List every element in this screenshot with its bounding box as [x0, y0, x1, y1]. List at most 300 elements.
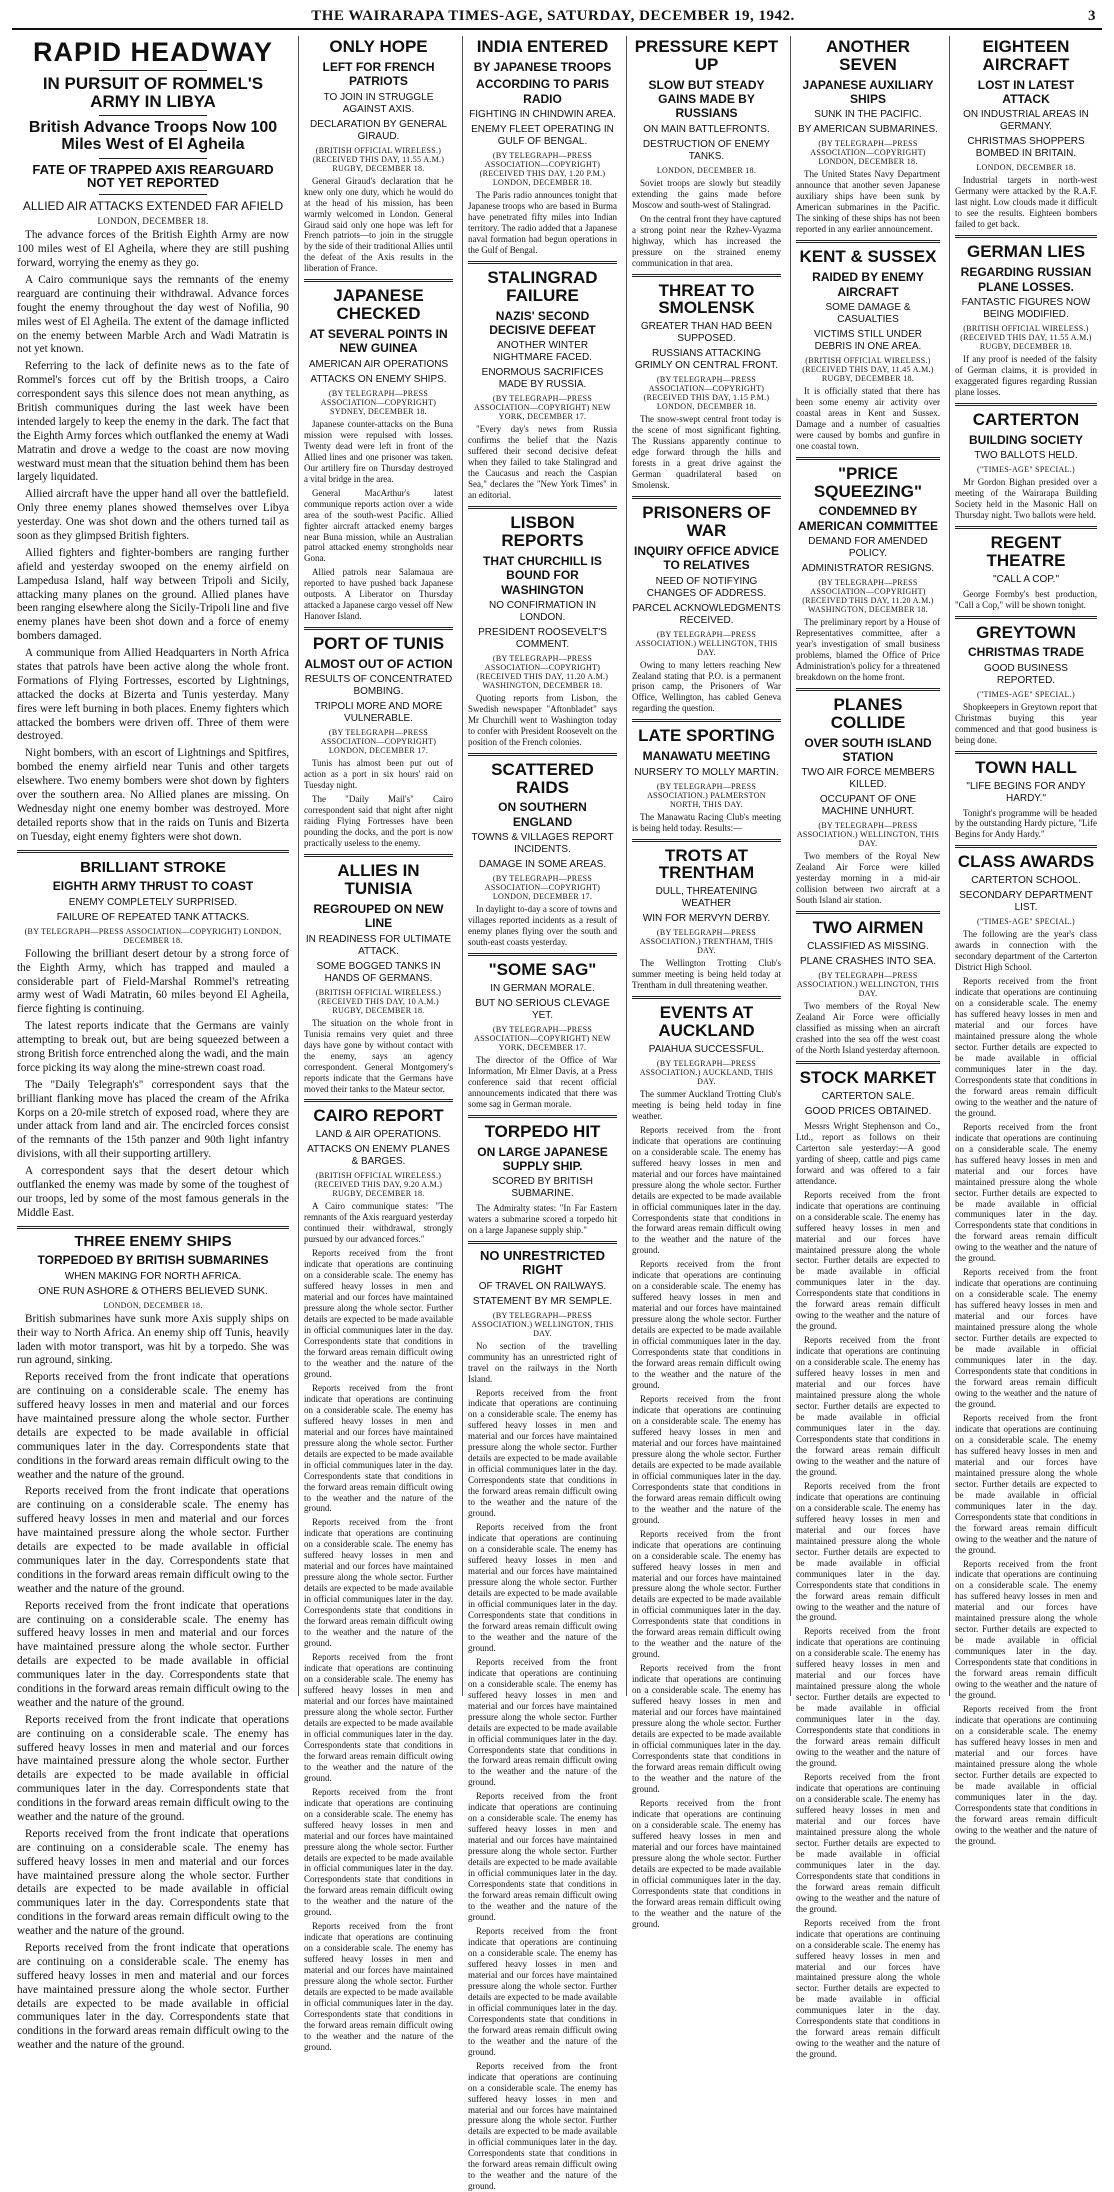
paragraph: A Cairo communique states: "The remnants of the Axis rearguard yesterday continued their withdrawal, strongly pursued by our advanced forces." — [304, 1201, 453, 1245]
story-eighteen-aircraft — [955, 38, 1097, 230]
story-india-entered — [468, 38, 617, 256]
paragraph: The summer Auckland Trotting Club's meeting is being held today in fine weather. — [632, 1089, 781, 1122]
filler-text — [955, 976, 1097, 1847]
paragraph: Reports received from the front indicate that operations are continuing on a considerable scale. The enemy has suffered heavy losses in men and material and our forces have maintained pressure along the whole sector. Further details are expected to be made available in official communiques later in the day. Correspondents state that conditions in the forward areas remain difficult owing to the weather and the nature of the ground. — [796, 1918, 940, 2061]
subheadline: ACCORDING TO PARIS RADIO — [468, 77, 617, 106]
dateline: (BY TELEGRAPH—PRESS ASSOCIATION—COPYRIGHT) NEW YORK, DECEMBER 17. — [468, 394, 617, 421]
headline: CAIRO REPORT — [304, 1107, 453, 1125]
dateline: ("TIMES-AGE" SPECIAL.) — [955, 690, 1097, 699]
story-body — [468, 1341, 617, 1385]
paragraph: Reports received from the front indicate that operations are continuing on a considerable scale. The enemy has suffered heavy losses in men and material and our forces have maintained pressure along the whole sector. Further details are expected to be made available in official communiques later in the day. Correspondents state that conditions in the forward areas remain difficult owing to the weather and the nature of the ground. — [304, 1787, 453, 1919]
story-body — [468, 1203, 617, 1236]
deck: GOOD PRICES OBTAINED. — [796, 1106, 940, 1118]
story-body — [17, 229, 289, 844]
story-body — [468, 1055, 617, 1110]
deck: OCCUPANT OF ONE MACHINE UNHURT. — [796, 794, 940, 818]
story-body — [955, 808, 1097, 841]
deck: ANOTHER WINTER NIGHTMARE FACED. — [468, 340, 617, 364]
story-two-airmen — [796, 919, 940, 1056]
deck: ADMINISTRATOR RESIGNS. — [796, 563, 940, 575]
story-no-unrestricted-right — [468, 1249, 617, 2192]
headline: STOCK MARKET — [796, 1069, 940, 1087]
deck: ALLIED AIR ATTACKS EXTENDED FAR AFIELD — [17, 199, 289, 213]
headline: BRILLIANT STROKE — [17, 860, 289, 876]
story-body — [955, 477, 1097, 521]
paragraph: Two members of the Royal New Zealand Air Force were officially classified as missing when an aircraft crashed into the sea off the west coast of the North Island yesterday afternoon. — [796, 1001, 940, 1056]
dateline: LONDON, DECEMBER 18. — [17, 1301, 289, 1310]
story-town-hall — [955, 759, 1097, 841]
deck: WHEN MAKING FOR NORTH AFRICA. — [17, 1271, 289, 1283]
story-allies-in-tunisia — [304, 862, 453, 1094]
paragraph: If any proof is needed of the falsity of German claims, it is provided in exaggerated figures regarding Russian plane losses. — [955, 354, 1097, 398]
headline: TROTS AT TRENTHAM — [632, 847, 781, 883]
paragraph: General Giraud's declaration that he knew only one duty, which he would do at the head of his mission, has been warmly welcomed in London. General Giraud said only one hope was left for French patriots—to join in the struggle by the side of their traditional Allies until the defeat of the Axis results in the liberation of France. — [304, 176, 453, 275]
paragraph: Reports received from the front indicate that operations are continuing on a considerable scale. The enemy has suffered heavy losses in men and material and our forces have maintained pressure along the whole sector. Further details are expected to be made available in official communiques later in the day. Correspondents state that conditions in the forward areas remain difficult owing to the weather and the nature of the ground. — [632, 1394, 781, 1526]
deck: TOWNS & VILLAGES REPORT INCIDENTS. — [468, 832, 617, 856]
paragraph: Reports received from the front indicate that operations are continuing on a considerable scale. The enemy has suffered heavy losses in men and material and our forces have maintained pressure along the whole sector. Further details are expected to be made available in official communiques later in the day. Correspondents state that conditions in the forward areas remain difficult owing to the weather and the nature of the ground. — [17, 1371, 289, 1482]
headline: ANOTHER SEVEN — [796, 38, 940, 74]
story-body — [304, 758, 453, 849]
dateline: (BY TELEGRAPH—PRESS ASSOCIATION—COPYRIGHT) NEW YORK, DECEMBER 17. — [468, 1025, 617, 1052]
story-prisoners-of-war — [632, 504, 781, 714]
headline: ALLIES IN TUNISIA — [304, 862, 453, 898]
story-body — [468, 190, 617, 256]
paragraph: British submarines have sunk more Axis supply ships on their way to North Africa. An enemy ship off Tunis, heavily laden with motor transport, was hit by a torpedo. She was run aground, sinking. — [17, 1313, 289, 1369]
headline: REGENT THEATRE — [955, 534, 1097, 570]
headline: PRESSURE KEPT UP — [632, 38, 781, 74]
deck: "LIFE BEGINS FOR ANDY HARDY." — [955, 781, 1097, 805]
deck: ONE RUN ASHORE & OTHERS BELIEVED SUNK. — [17, 1286, 289, 1298]
story-german-lies — [955, 243, 1097, 398]
deck: BUT NO SERIOUS CLEVAGE YET. — [468, 998, 617, 1022]
subheadline: ALMOST OUT OF ACTION — [304, 657, 453, 671]
dateline: (BY TELEGRAPH—PRESS ASSOCIATION.) PALMERSTON NORTH, THIS DAY. — [632, 782, 781, 809]
subheadline: LEFT FOR FRENCH PATRIOTS — [304, 60, 453, 89]
headline: EIGHTEEN AIRCRAFT — [955, 38, 1097, 74]
paragraph: The following are the year's class awards in connection with the secondary department of the Carterton District High School. — [955, 929, 1097, 973]
page-number: 3 — [1088, 8, 1096, 25]
story-body — [796, 386, 940, 452]
headline: CLASS AWARDS — [955, 853, 1097, 871]
paragraph: The Paris radio announces tonight that Japanese troops who are based in Burma have penetrated fifty miles into Indian territory. The radio added that a Japanese naval formation had begun operations in the Gulf of Bengal. — [468, 190, 617, 256]
deck: OF TRAVEL ON RAILWAYS. — [468, 1281, 617, 1293]
masthead — [12, 8, 1102, 30]
paragraph: The snow-swept central front today is the scene of most significant fighting. The Russians apparently continue to edge forward through the hills and forests in a great drive against the German quadrilateral based on Smolensk. — [632, 414, 781, 491]
story-late-sporting — [632, 727, 781, 833]
story-events-at-auckland — [632, 1004, 781, 1929]
paragraph: The latest reports indicate that the Germans are vainly attempting to break out, but are being squeezed between a strong British force entrenched along the wadi, and the main force picking its way along the mine-strewn coast road. — [17, 1020, 289, 1076]
paragraph: Reports received from the front indicate that operations are continuing on a considerable scale. The enemy has suffered heavy losses in men and material and our forces have maintained pressure along the whole sector. Further details are expected to be made available in official communiques later in the day. Correspondents state that conditions in the forward areas remain difficult owing to the weather and the nature of the ground. — [955, 1704, 1097, 1847]
story-body — [955, 354, 1097, 398]
deck: ENEMY FLEET OPERATING IN GULF OF BENGAL. — [468, 124, 617, 148]
headline: LISBON REPORTS — [468, 514, 617, 550]
deck: FIGHTING IN CHINDWIN AREA. — [468, 109, 617, 121]
paragraph: Reports received from the front indicate that operations are continuing on a considerable scale. The enemy has suffered heavy losses in men and material and our forces have maintained pressure along the whole sector. Further details are expected to be made available in official communiques later in the day. Correspondents state that conditions in the forward areas remain difficult owing to the weather and the nature of the ground. — [796, 1772, 940, 1915]
deck: TWO BALLOTS HELD. — [955, 450, 1097, 462]
story-greytown — [955, 624, 1097, 746]
story-body — [632, 414, 781, 491]
deck: DESTRUCTION OF ENEMY TANKS. — [632, 139, 781, 163]
dateline: (BRITISH OFFICIAL WIRELESS.) (RECEIVED THIS DAY, 11.55 A.M.) RUGBY, DECEMBER 18. — [955, 324, 1097, 351]
headline: TOWN HALL — [955, 759, 1097, 777]
story-torpedo-hit — [468, 1123, 617, 1237]
dateline: (BY TELEGRAPH—PRESS ASSOCIATION—COPYRIGHT) (RECEIVED THIS DAY, 1.15 P.M.) LONDON, DECEMBER 18. — [632, 375, 781, 411]
story-body — [304, 419, 453, 622]
headline: THREAT TO SMOLENSK — [632, 282, 781, 318]
deck: IN GERMAN MORALE. — [468, 983, 617, 995]
headline: THREE ENEMY SHIPS — [17, 1234, 289, 1250]
paragraph: Reports received from the front indicate that operations are continuing on a considerable scale. The enemy has suffered heavy losses in men and material and our forces have maintained pressure along the whole sector. Further details are expected to be made available in official communiques later in the day. Correspondents state that conditions in the forward areas remain difficult owing to the weather and the nature of the ground. — [632, 1529, 781, 1661]
story-body — [796, 169, 940, 235]
story-pressure-kept-up — [632, 38, 781, 269]
filler-text — [632, 1125, 781, 1930]
dateline: (BY TELEGRAPH—PRESS ASSOCIATION—COPYRIGHT) (RECEIVED THIS DAY, 1.20 P.M.) LONDON, DECEMBER 18. — [468, 151, 617, 187]
subheadline: LOST IN LATEST ATTACK — [955, 78, 1097, 107]
story-stalingrad-failure — [468, 269, 617, 501]
headline: JAPANESE CHECKED — [304, 287, 453, 323]
paragraph: Reports received from the front indicate that operations are continuing on a considerable scale. The enemy has suffered heavy losses in men and material and our forces have maintained pressure along the whole sector. Further details are expected to be made available in official communiques later in the day. Correspondents state that conditions in the forward areas remain difficult owing to the weather and the nature of the ground. — [632, 1259, 781, 1391]
headline: SCATTERED RAIDS — [468, 761, 617, 797]
column-4 — [626, 36, 786, 1696]
paragraph: The Wellington Trotting Club's summer meeting is being held today at Trentham in dull threatening weather. — [632, 958, 781, 991]
headline: EVENTS AT AUCKLAND — [632, 1004, 781, 1040]
story-body — [468, 693, 617, 748]
story-body — [955, 589, 1097, 611]
paragraph: Reports received from the front indicate that operations are continuing on a considerable scale. The enemy has suffered heavy losses in men and material and our forces have maintained pressure along the whole sector. Further details are expected to be made available in official communiques later in the day. Correspondents state that conditions in the forward areas remain difficult owing to the weather and the nature of the ground. — [468, 1791, 617, 1923]
deck: SCORED BY BRITISH SUBMARINE. — [468, 1176, 617, 1200]
subheadline: ON LARGE JAPANESE SUPPLY SHIP. — [468, 1145, 617, 1174]
deck: WIN FOR MERVYN DERBY. — [632, 913, 781, 925]
paragraph: Reports received from the front indicate that operations are continuing on a considerable scale. The enemy has suffered heavy losses in men and material and our forces have maintained pressure along the whole sector. Further details are expected to be made available in official communiques later in the day. Correspondents state that conditions in the forward areas remain difficult owing to the weather and the nature of the ground. — [468, 1657, 617, 1789]
story-stock-market — [796, 1069, 940, 2060]
paragraph: Reports received from the front indicate that operations are continuing on a considerable scale. The enemy has suffered heavy losses in men and material and our forces have maintained pressure along the whole sector. Further details are expected to be made available in official communiques later in the day. Correspondents state that conditions in the forward areas remain difficult owing to the weather and the nature of the ground. — [632, 1125, 781, 1257]
paragraph: No section of the travelling community has an unrestricted right of travel on the railways in the North Island. — [468, 1341, 617, 1385]
story-body — [955, 929, 1097, 973]
column-2 — [298, 36, 458, 1696]
deck: ATTACKS ON ENEMY PLANES & BARGES. — [304, 1144, 453, 1168]
paragraph: The preliminary report by a House of Representatives committee, after a year's investigation of small business problems, blamed the Office of Price Administration's policy for a threatened breakdown on the home front. — [796, 617, 940, 683]
story-body — [17, 948, 289, 1221]
paragraph: Referring to the lack of definite news as to the fate of Rommel's forces cut off by the British troops, a Cairo correspondent says this silence does not mean anything, as British communiques during the last week have been intended largely to keep the enemy in the dark. The fact that the Eighth Army forces which outflanked the enemy at Wadi Matratin and drove a wedge to the coast are now moving westward must mean that the situation behind them has been largely liquidated. — [17, 360, 289, 485]
subheadline: REGROUPED ON NEW LINE — [304, 902, 453, 931]
story-planes-collide — [796, 696, 940, 906]
headline: STALINGRAD FAILURE — [468, 269, 617, 305]
story-body — [304, 1201, 453, 1245]
subheadline: BUILDING SOCIETY — [955, 433, 1097, 447]
story-body — [796, 1121, 940, 1187]
deck: PARCEL ACKNOWLEDGMENTS RECEIVED. — [632, 603, 781, 627]
deck: RUSSIANS ATTACKING GRIMLY ON CENTRAL FRONT. — [632, 348, 781, 372]
paragraph: Reports received from the front indicate that operations are continuing on a considerable scale. The enemy has suffered heavy losses in men and material and our forces have maintained pressure along the whole sector. Further details are expected to be made available in official communiques later in the day. Correspondents state that conditions in the forward areas remain difficult owing to the weather and the nature of the ground. — [955, 1413, 1097, 1556]
deck: CARTERTON SALE. — [796, 1091, 940, 1103]
paragraph: Soviet troops are slowly but steadily extending the gains made before Moscow and south-west of Stalingrad. — [632, 178, 781, 211]
headline: PORT OF TUNIS — [304, 635, 453, 653]
subheadline: IN PURSUIT OF ROMMEL'S ARMY IN LIBYA — [17, 75, 289, 111]
paragraph: It is officially stated that there has been some enemy air activity over coastal areas in Kent and Sussex. Damage and a number of casualties were caused by bombs and gunfire in one coastal town. — [796, 386, 940, 452]
deck: TO JOIN IN STRUGGLE AGAINST AXIS. — [304, 92, 453, 116]
paragraph: Reports received from the front indicate that operations are continuing on a considerable scale. The enemy has suffered heavy losses in men and material and our forces have maintained pressure along the whole sector. Further details are expected to be made available in official communiques later in the day. Correspondents state that conditions in the forward areas remain difficult owing to the weather and the nature of the ground. — [304, 1383, 453, 1515]
paragraph: The "Daily Mail's" Cairo correspondent said that night after night raiding Flying Fortresses have been pounding the docks, and the port is now practically useless to the enemy. — [304, 794, 453, 849]
dateline: (BY TELEGRAPH—PRESS ASSOCIATION.) TRENTHAM, THIS DAY. — [632, 928, 781, 955]
story-trots-at-trentham — [632, 847, 781, 992]
column-1 — [12, 36, 294, 1696]
dateline: (BY TELEGRAPH—PRESS ASSOCIATION—COPYRIGHT) LONDON, DECEMBER 18. — [796, 139, 940, 166]
deck: BY AMERICAN SUBMARINES. — [796, 124, 940, 136]
deck: NURSERY TO MOLLY MARTIN. — [632, 767, 781, 779]
story-japanese-checked — [304, 287, 453, 622]
paragraph: A correspondent says that the desert detour which outflanked the enemy was made by some of the toughest of our troops, led by some of the most famous generals in the Middle East. — [17, 1165, 289, 1221]
dateline: LONDON, DECEMBER 18. — [17, 216, 289, 226]
headline: "PRICE SQUEEZING" — [796, 465, 940, 501]
masthead-title: THE WAIRARAPA TIMES-AGE, SATURDAY, DECEMBER 19, 1942. — [18, 8, 1088, 25]
subheadline: BY JAPANESE TROOPS — [468, 60, 617, 74]
paragraph: Reports received from the front indicate that operations are continuing on a considerable scale. The enemy has suffered heavy losses in men and material and our forces have maintained pressure along the whole sector. Further details are expected to be made available in official communiques later in the day. Correspondents state that conditions in the forward areas remain difficult owing to the weather and the nature of the ground. — [955, 1267, 1097, 1410]
paragraph: Reports received from the front indicate that operations are continuing on a considerable scale. The enemy has suffered heavy losses in men and material and our forces have maintained pressure along the whole sector. Further details are expected to be made available in official communiques later in the day. Correspondents state that conditions in the forward areas remain difficult owing to the weather and the nature of the ground. — [17, 1942, 289, 2053]
column-3 — [462, 36, 622, 1696]
deck: SUNK IN THE PACIFIC. — [796, 109, 940, 121]
paragraph: "Every day's news from Russia confirms the belief that the Nazis suffered their second decisive defeat when they failed to take Stalingrad and the Caucasus and reach the Caspian Sea," declares the "New York Times" in an editorial. — [468, 424, 617, 501]
dateline: (BY TELEGRAPH—PRESS ASSOCIATION.) WELLINGTON, THIS DAY. — [632, 630, 781, 657]
dateline: LONDON, DECEMBER 18. — [955, 163, 1097, 172]
deck: LAND & AIR OPERATIONS. — [304, 1129, 453, 1141]
story-port-of-tunis — [304, 635, 453, 849]
story-carterton — [955, 411, 1097, 521]
subheadline: AT SEVERAL POINTS IN NEW GUINEA — [304, 327, 453, 356]
headline: NO UNRESTRICTED RIGHT — [468, 1249, 617, 1276]
story-body — [468, 904, 617, 948]
paragraph: Reports received from the front indicate that operations are continuing on a considerable scale. The enemy has suffered heavy losses in men and material and our forces have maintained pressure along the whole sector. Further details are expected to be made available in official communiques later in the day. Correspondents state that conditions in the forward areas remain difficult owing to the weather and the nature of the ground. — [468, 1388, 617, 1520]
paragraph: Tunis has almost been put out of action as a port in six hours' raid on Tuesday night. — [304, 758, 453, 791]
paragraph: Reports received from the front indicate that operations are continuing on a considerable scale. The enemy has suffered heavy losses in men and material and our forces have maintained pressure along the whole sector. Further details are expected to be made available in official communiques later in the day. Correspondents state that conditions in the forward areas remain difficult owing to the weather and the nature of the ground. — [304, 1652, 453, 1784]
paragraph: Japanese counter-attacks on the Buna mission were repulsed with losses. Twenty dead were left in front of the Allied lines and one prisoner was taken. Our artillery fire on Thursday destroyed a vital bridge in the area. — [304, 419, 453, 485]
deck: GOOD BUSINESS REPORTED. — [955, 663, 1097, 687]
paragraph: Night bombers, with an escort of Lightnings and Spitfires, bombed the enemy airfield near Tunis and other targets elsewhere. Two enemy bombers were shot down by fighters over the southern area. No Allied planes are missing. On Wednesday night one enemy bomber was destroyed. More detailed reports show that in the raids on Tunis and Bizerta on Tuesday, eight enemy fighters were shot down. — [17, 747, 289, 844]
story-class-awards — [955, 853, 1097, 1846]
dateline: (BY TELEGRAPH—PRESS ASSOCIATION—COPYRIGHT) SYDNEY, DECEMBER 18. — [304, 389, 453, 416]
subheadline: THAT CHURCHILL IS BOUND FOR WASHINGTON — [468, 554, 617, 597]
paragraph: Allied patrols near Salamaua are reported to have pushed back Japanese outposts. A Liberator on Thursday attacked a Japanese cargo vessel off New Hanover Island. — [304, 567, 453, 622]
paragraph: The Admiralty states: "In Far Eastern waters a submarine scored a torpedo hit on a large Japanese supply ship." — [468, 1203, 617, 1236]
deck: ON INDUSTRIAL AREAS IN GERMANY. — [955, 109, 1097, 133]
dateline: ("TIMES-AGE" SPECIAL.) — [955, 465, 1097, 474]
deck: AMERICAN AIR OPERATIONS — [304, 359, 453, 371]
dateline: (BY TELEGRAPH—PRESS ASSOCIATION—COPYRIGHT) (RECEIVED THIS DAY, 11.20 A.M.) WASHINGTON, DECEMBER 18. — [468, 654, 617, 690]
paragraph: Tonight's programme will be headed by the outstanding Hardy picture, "Life Begins for Andy Hardy." — [955, 808, 1097, 841]
story-another-seven — [796, 38, 940, 235]
paragraph: Reports received from the front indicate that operations are continuing on a considerable scale. The enemy has suffered heavy losses in men and material and our forces have maintained pressure along the whole sector. Further details are expected to be made available in official communiques later in the day. Correspondents state that conditions in the forward areas remain difficult owing to the weather and the nature of the ground. — [468, 1926, 617, 2058]
headline: TWO AIRMEN — [796, 919, 940, 937]
story-body — [955, 702, 1097, 746]
paragraph: Reports received from the front indicate that operations are continuing on a considerable scale. The enemy has suffered heavy losses in men and material and our forces have maintained pressure along the whole sector. Further details are expected to be made available in official communiques later in the day. Correspondents state that conditions in the forward areas remain difficult owing to the weather and the nature of the ground. — [796, 1626, 940, 1769]
deck: ATTACKS ON ENEMY SHIPS. — [304, 374, 453, 386]
subheadline: FATE OF TRAPPED AXIS REARGUARD NOT YET REPORTED — [17, 163, 289, 190]
paragraph: A communique from Allied Headquarters in North Africa states that patrols have been active along the whole front. Formations of Flying Fortresses, escorted by Lightnings, attacked the docks at Bizerta and Tunis yesterday. Many fires were left burning in both places. Enemy fighters which attacked the bombers were driven off. Three of them were destroyed. — [17, 647, 289, 744]
headline: CARTERTON — [955, 411, 1097, 429]
paragraph: Reports received from the front indicate that operations are continuing on a considerable scale. The enemy has suffered heavy losses in men and material and our forces have maintained pressure along the whole sector. Further details are expected to be made available in official communiques later in the day. Correspondents state that conditions in the forward areas remain difficult owing to the weather and the nature of the ground. — [796, 1190, 940, 1333]
story-body — [304, 176, 453, 275]
subheadline: NAZIS' SECOND DECISIVE DEFEAT — [468, 309, 617, 338]
paragraph: Reports received from the front indicate that operations are continuing on a considerable scale. The enemy has suffered heavy losses in men and material and our forces have maintained pressure along the whole sector. Further details are expected to be made available in official communiques later in the day. Correspondents state that conditions in the forward areas remain difficult owing to the weather and the nature of the ground. — [632, 1798, 781, 1930]
paragraph: Allied fighters and fighter-bombers are ranging further afield and yesterday swooped on the enemy airfield on Lampedusa Island, half way between Tripoli and Sicily, attacking many planes on the ground. Allied planes have been ranging elsewhere along the Sicily-Tripoli line and five enemy planes have been shot down and a force of enemy bombers damaged. — [17, 547, 289, 644]
subheadline: MANAWATU MEETING — [632, 749, 781, 763]
deck: GREATER THAN HAD BEEN SUPPOSED. — [632, 321, 781, 345]
paragraph: Messrs Wright Stephenson and Co., Ltd., report as follows on their Carterton sale yesterday:—A good yarding of sheep, cattle and pigs came forward and was offered to a fair attendance. — [796, 1121, 940, 1187]
paragraph: Reports received from the front indicate that operations are continuing on a considerable scale. The enemy has suffered heavy losses in men and material and our forces have maintained pressure along the whole sector. Further details are expected to be made available in official communiques later in the day. Correspondents state that conditions in the forward areas remain difficult owing to the weather and the nature of the ground. — [304, 1248, 453, 1380]
paragraph: The United States Navy Department announce that another seven Japanese auxiliary ships have been sunk by American submarines in the Pacific. The sinking of these ships has not been reported in any earlier announcement. — [796, 169, 940, 235]
story-body — [632, 958, 781, 991]
paragraph: Reports received from the front indicate that operations are continuing on a considerable scale. The enemy has suffered heavy losses in men and material and our forces have maintained pressure along the whole sector. Further details are expected to be made available in official communiques later in the day. Correspondents state that conditions in the forward areas remain difficult owing to the weather and the nature of the ground. — [955, 1122, 1097, 1265]
paragraph: Quoting reports from Lisbon, the Swedish newspaper "Aftonbladet" says Mr Churchill went to Washington today to confer with President Roosevelt on the position of the French colonies. — [468, 693, 617, 748]
dateline: (BRITISH OFFICIAL WIRELESS.) (RECEIVED THIS DAY, 11.55 A.M.) RUGBY, DECEMBER 18. — [304, 146, 453, 173]
deck: ON MAIN BATTLEFRONTS. — [632, 124, 781, 136]
subheadline: CONDEMNED BY AMERICAN COMMITTEE — [796, 504, 940, 533]
deck: PLANE CRASHES INTO SEA. — [796, 956, 940, 968]
deck: NEED OF NOTIFYING CHANGES OF ADDRESS. — [632, 576, 781, 600]
paragraph: Mr Gordon Bighan presided over a meeting of the Wairarapa Building Society held in the Masonic Hall on Thursday night. Two ballots were held. — [955, 477, 1097, 521]
paragraph: Shopkeepers in Greytown report that Christmas buying this year commenced and that good business is being done. — [955, 702, 1097, 746]
filler-text — [796, 1190, 940, 2061]
subheadline: EIGHTH ARMY THRUST TO COAST — [17, 879, 289, 893]
paragraph: The "Daily Telegraph's" correspondent says that the brilliant flanking move has placed the cream of the Afrika Korps on a 20-mile stretch of exposed road, where they are under attack from land and air. The encircled forces consist of the remnants of the 15th panzer and 90th light infantry divisions, with all their supporting artillery. — [17, 1079, 289, 1162]
headline: "SOME SAG" — [468, 961, 617, 979]
column-6 — [949, 36, 1102, 1696]
deck: DAMAGE IN SOME AREAS. — [468, 859, 617, 871]
story-regent-theatre — [955, 534, 1097, 611]
story-body — [632, 812, 781, 834]
paragraph: Reports received from the front indicate that operations are continuing on a considerable scale. The enemy has suffered heavy losses in men and material and our forces have maintained pressure along the whole sector. Further details are expected to be made available in official communiques later in the day. Correspondents state that conditions in the forward areas remain difficult owing to the weather and the nature of the ground. — [468, 1522, 617, 1654]
story-kent-sussex — [796, 248, 940, 451]
dateline: (BY TELEGRAPH—PRESS ASSOCIATION.) AUCKLAND, THIS DAY. — [632, 1059, 781, 1086]
deck: PAIAHUA SUCCESSFUL. — [632, 1044, 781, 1056]
story-cairo-report — [304, 1107, 453, 2052]
dateline: (BY TELEGRAPH—PRESS ASSOCIATION.) WELLINGTON, THIS DAY. — [796, 971, 940, 998]
deck: IN READINESS FOR ULTIMATE ATTACK. — [304, 934, 453, 958]
paragraph: Reports received from the front indicate that operations are continuing on a considerable scale. The enemy has suffered heavy losses in men and material and our forces have maintained pressure along the whole sector. Further details are expected to be made available in official communiques later in the day. Correspondents state that conditions in the forward areas remain difficult owing to the weather and the nature of the ground. — [304, 1921, 453, 2053]
paragraph: Reports received from the front indicate that operations are continuing on a considerable scale. The enemy has suffered heavy losses in men and material and our forces have maintained pressure along the whole sector. Further details are expected to be made available in official communiques later in the day. Correspondents state that conditions in the forward areas remain difficult owing to the weather and the nature of the ground. — [304, 1517, 453, 1649]
deck: DEMAND FOR AMENDED POLICY. — [796, 536, 940, 560]
dateline: (BY TELEGRAPH—PRESS ASSOCIATION.) WELLINGTON, THIS DAY. — [468, 1311, 617, 1338]
subheadline: REGARDING RUSSIAN PLANE LOSSES. — [955, 265, 1097, 294]
story-body — [796, 1001, 940, 1056]
story-body — [468, 424, 617, 501]
deck: NO CONFIRMATION IN LONDON. — [468, 600, 617, 624]
deck: STATEMENT BY MR SEMPLE. — [468, 1296, 617, 1308]
deck: RESULTS OF CONCENTRATED BOMBING. — [304, 674, 453, 698]
deck: VICTIMS STILL UNDER DEBRIS IN ONE AREA. — [796, 329, 940, 353]
paragraph: Reports received from the front indicate that operations are continuing on a considerable scale. The enemy has suffered heavy losses in men and material and our forces have maintained pressure along the whole sector. Further details are expected to be made available in official communiques later in the day. Correspondents state that conditions in the forward areas remain difficult owing to the weather and the nature of the ground. — [468, 2061, 617, 2192]
paragraph: The director of the Office of War Information, Mr Elmer Davis, at a Press conference said that recent official announcements indicated that there was some sag in German morale. — [468, 1055, 617, 1110]
headline: KENT & SUSSEX — [796, 248, 940, 266]
story-body — [632, 660, 781, 715]
subheadline: SLOW BUT STEADY GAINS MADE BY RUSSIANS — [632, 78, 781, 121]
story-only-hope — [304, 38, 453, 274]
subheadline: ON SOUTHERN ENGLAND — [468, 800, 617, 829]
dateline: (BY TELEGRAPH—PRESS ASSOCIATION—COPYRIGHT) LONDON, DECEMBER 17. — [304, 728, 453, 755]
deck: CHRISTMAS SHOPPERS BOMBED IN BRITAIN. — [955, 136, 1097, 160]
filler-text — [17, 1371, 289, 2053]
headline: RAPID HEADWAY — [17, 38, 289, 66]
story-body — [796, 851, 940, 906]
headline: ONLY HOPE — [304, 38, 453, 56]
deck: SOME DAMAGE & CASUALTIES — [796, 302, 940, 326]
headline: GERMAN LIES — [955, 243, 1097, 261]
paragraph: George Formby's best production, "Call a Cop," will be shown tonight. — [955, 589, 1097, 611]
dateline: (BY TELEGRAPH—PRESS ASSOCIATION—COPYRIGHT) LONDON, DECEMBER 17. — [468, 874, 617, 901]
paragraph: Reports received from the front indicate that operations are continuing on a considerable scale. The enemy has suffered heavy losses in men and material and our forces have maintained pressure along the whole sector. Further details are expected to be made available in official communiques later in the day. Correspondents state that conditions in the forward areas remain difficult owing to the weather and the nature of the ground. — [955, 976, 1097, 1119]
story-price-squeezing — [796, 465, 940, 683]
paragraph: The advance forces of the British Eighth Army are now 100 miles west of El Agheila, where they are still pushing forward, worrying the enemy as they go. — [17, 229, 289, 271]
deck: PRESIDENT ROOSEVELT'S COMMENT. — [468, 627, 617, 651]
paragraph: In daylight to-day a score of towns and villages reported incidents as a result of enemy planes flying over the south and south-east coasts yesterday. — [468, 904, 617, 948]
paragraph: Reports received from the front indicate that operations are continuing on a considerable scale. The enemy has suffered heavy losses in men and material and our forces have maintained pressure along the whole sector. Further details are expected to be made available in official communiques later in the day. Correspondents state that conditions in the forward areas remain difficult owing to the weather and the nature of the ground. — [17, 1828, 289, 1939]
paragraph: Reports received from the front indicate that operations are continuing on a considerable scale. The enemy has suffered heavy losses in men and material and our forces have maintained pressure along the whole sector. Further details are expected to be made available in official communiques later in the day. Correspondents state that conditions in the forward areas remain difficult owing to the weather and the nature of the ground. — [17, 1485, 289, 1596]
deck: TWO AIR FORCE MEMBERS KILLED. — [796, 767, 940, 791]
dateline: (BY TELEGRAPH—PRESS ASSOCIATION—COPYRIGHT) LONDON, DECEMBER 18. — [17, 927, 289, 945]
dateline: (BY TELEGRAPH—PRESS ASSOCIATION—COPYRIGHT) (RECEIVED THIS DAY, 11.20 A.M.) WASHINGTON, DECEMBER 18. — [796, 578, 940, 614]
story-body — [304, 1018, 453, 1095]
deck: SOME BOGGED TANKS IN HANDS OF GERMANS. — [304, 961, 453, 985]
deck: TRIPOLI MORE AND MORE VULNERABLE. — [304, 701, 453, 725]
story-body — [955, 175, 1097, 230]
deck: "CALL A COP." — [955, 574, 1097, 586]
paragraph: General MacArthur's latest communique reports action over a wide area of the south-west Pacific. Allied fighter aircraft attacked enemy barges near Buna mission, while an Australian patrol attacked enemy strongholds near Gona. — [304, 488, 453, 565]
deck: ENEMY COMPLETELY SURPRISED. — [17, 897, 289, 909]
subheadline: INQUIRY OFFICE ADVICE TO RELATIVES — [632, 544, 781, 573]
subheadline: RAIDED BY ENEMY AIRCRAFT — [796, 270, 940, 299]
paragraph: Two members of the Royal New Zealand Air Force were killed yesterday morning in a mid-air collision between two aircraft at a South Island air station. — [796, 851, 940, 906]
story-some-sag — [468, 961, 617, 1110]
newspaper-page — [12, 8, 1102, 1708]
story-body — [632, 1089, 781, 1122]
story-rapid-headway — [17, 38, 289, 845]
paragraph: Reports received from the front indicate that operations are continuing on a considerable scale. The enemy has suffered heavy losses in men and material and our forces have maintained pressure along the whole sector. Further details are expected to be made available in official communiques later in the day. Correspondents state that conditions in the forward areas remain difficult owing to the weather and the nature of the ground. — [796, 1481, 940, 1624]
paragraph: Reports received from the front indicate that operations are continuing on a considerable scale. The enemy has suffered heavy losses in men and material and our forces have maintained pressure along the whole sector. Further details are expected to be made available in official communiques later in the day. Correspondents state that conditions in the forward areas remain difficult owing to the weather and the nature of the ground. — [796, 1335, 940, 1478]
paragraph: Reports received from the front indicate that operations are continuing on a considerable scale. The enemy has suffered heavy losses in men and material and our forces have maintained pressure along the whole sector. Further details are expected to be made available in official communiques later in the day. Correspondents state that conditions in the forward areas remain difficult owing to the weather and the nature of the ground. — [955, 1559, 1097, 1702]
dateline: (BRITISH OFFICIAL WIRELESS.) (RECEIVED THIS DAY, 9.20 A.M.) RUGBY, DECEMBER 18. — [304, 1171, 453, 1198]
headline: TORPEDO HIT — [468, 1123, 617, 1141]
dateline: (BY TELEGRAPH—PRESS ASSOCIATION.) WELLINGTON, THIS DAY. — [796, 821, 940, 848]
paragraph: Reports received from the front indicate that operations are continuing on a considerable scale. The enemy has suffered heavy losses in men and material and our forces have maintained pressure along the whole sector. Further details are expected to be made available in official communiques later in the day. Correspondents state that conditions in the forward areas remain difficult owing to the weather and the nature of the ground. — [17, 1600, 289, 1711]
deck: CARTERTON SCHOOL. — [955, 875, 1097, 887]
subheadline: CHRISTMAS TRADE — [955, 645, 1097, 659]
paragraph: A Cairo communique says the remnants of the enemy rearguard are continuing their withdrawal. Advance forces fought the enemy throughout the day west of Nofilia, 90 miles west of El Agheila. The extent of the damage inflicted on the enemy between Marble Arch and Wadi Matratin is not yet known. — [17, 274, 289, 357]
headline: PRISONERS OF WAR — [632, 504, 781, 540]
subheadline: TORPEDOED BY BRITISH SUBMARINES — [17, 1253, 289, 1267]
headline: INDIA ENTERED — [468, 38, 617, 56]
deck: DULL, THREATENING WEATHER — [632, 886, 781, 910]
headline: PLANES COLLIDE — [796, 696, 940, 732]
story-scattered-raids — [468, 761, 617, 948]
paragraph: Reports received from the front indicate that operations are continuing on a considerable scale. The enemy has suffered heavy losses in men and material and our forces have maintained pressure along the whole sector. Further details are expected to be made available in official communiques later in the day. Correspondents state that conditions in the forward areas remain difficult owing to the weather and the nature of the ground. — [632, 1663, 781, 1795]
story-body — [796, 617, 940, 683]
subheadline: British Advance Troops Now 100 Miles West of El Agheila — [17, 120, 289, 154]
story-body — [17, 1313, 289, 1369]
dateline: ("TIMES-AGE" SPECIAL.) — [955, 917, 1097, 926]
paragraph: Allied aircraft have the upper hand all over the battlefield. Only three enemy planes showed themselves over Libya yesterday. One was shot down and the others turned tail as soon as they glimpsed British fighters. — [17, 488, 289, 544]
deck: FAILURE OF REPEATED TANK ATTACKS. — [17, 912, 289, 924]
subheadline: JAPANESE AUXILIARY SHIPS — [796, 78, 940, 107]
story-brilliant-stroke — [17, 858, 289, 2057]
deck: SECONDARY DEPARTMENT LIST. — [955, 890, 1097, 914]
paragraph: Following the brilliant desert detour by a strong force of the Eighth Army, which has trapped and mauled a considerable part of Field-Marshal Rommel's retreating army west of Wadi Matratin, 60 miles beyond El Agheila, fierce fighting is continuing. — [17, 948, 289, 1017]
story-lisbon-reports — [468, 514, 617, 748]
story-body — [632, 178, 781, 269]
paragraph: Industrial targets in north-west Germany were attacked by the R.A.F. last night. Low clouds made it difficult to see the results. Eighteen bombers failed to get back. — [955, 175, 1097, 230]
paragraph: On the central front they have captured a strong point near the Rzhev-Vyazma highway, which has increased the pressure on the strained enemy communication in that area. — [632, 214, 781, 269]
deck: DECLARATION BY GENERAL GIRAUD. — [304, 119, 453, 143]
paragraph: Owing to many letters reaching New Zealand stating that P.O. is a permanent prison camp, the Prisoners of War Office, Wellington, has cabled Geneva regarding the question. — [632, 660, 781, 715]
story-threat-to-smolensk — [632, 282, 781, 491]
